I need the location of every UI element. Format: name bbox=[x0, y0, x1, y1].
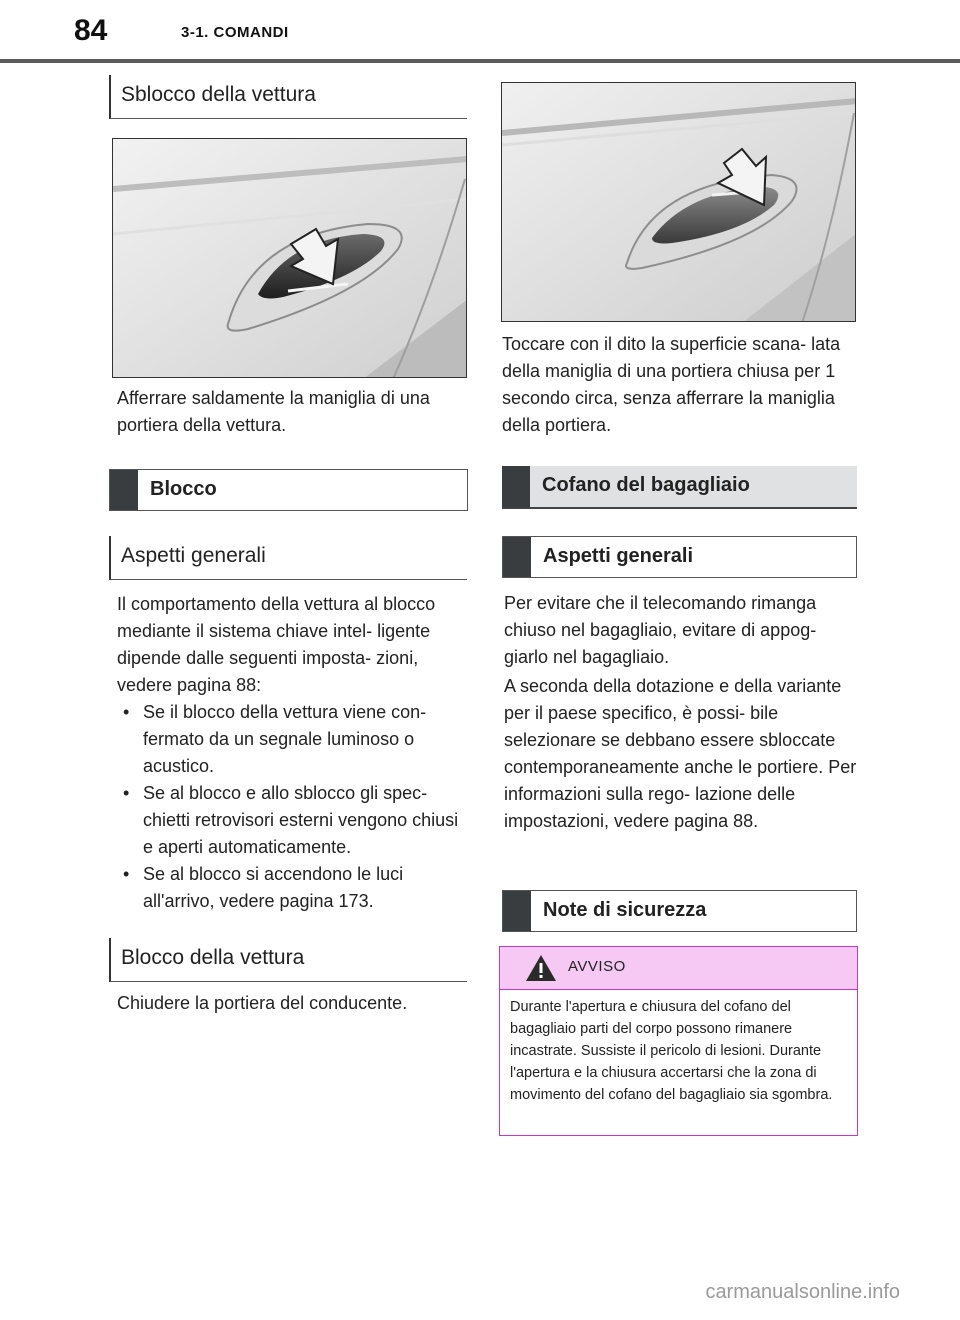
general-paragraph-left: Il comportamento della vettura al blocco mediante il sistema chiave intel- ligente dipende dalle seguenti imposta- zioni, vedere pagina 88: bbox=[117, 594, 436, 695]
section-safety-title: Note di sicurezza bbox=[543, 899, 707, 921]
page-number: 84 bbox=[74, 14, 108, 47]
lock-paragraph: Chiudere la portiera del conducente. bbox=[117, 993, 408, 1013]
list-item bbox=[117, 699, 469, 780]
list-item bbox=[117, 861, 469, 915]
figure1-caption: Afferrare saldamente la maniglia di una portiera della vettura. bbox=[117, 388, 430, 435]
section-lock bbox=[109, 469, 468, 511]
warning-box bbox=[499, 946, 858, 1136]
general-paragraph-right-1: Per evitare che il telecomando rimanga chiuso nel bagagliaio, evitare di appog- giarlo nel bagagliaio. bbox=[504, 593, 817, 667]
subhead-general-left bbox=[109, 536, 467, 580]
section-general-right-marker bbox=[503, 537, 531, 577]
subhead-lock-vehicle-label: Blocco della vettura bbox=[121, 946, 305, 969]
warning-label: AVVISO bbox=[568, 958, 626, 975]
subhead-unlock-label: Sblocco della vettura bbox=[121, 83, 316, 106]
list-item bbox=[117, 780, 469, 861]
section-trunk-marker bbox=[502, 466, 530, 507]
bullet-icon: • bbox=[123, 864, 130, 884]
section-lock-title: Blocco bbox=[150, 478, 217, 500]
section-general-right-title: Aspetti generali bbox=[543, 545, 694, 567]
section-safety-marker bbox=[503, 891, 531, 931]
warning-header bbox=[500, 947, 857, 990]
figure2-caption: Toccare con il dito la superficie scana- lata della maniglia di una portiera chiusa per 1 secondo circa, senza afferrare la maniglia della portiera. bbox=[502, 334, 841, 435]
subhead-unlock bbox=[109, 75, 467, 119]
lock-settings-list bbox=[117, 699, 469, 915]
figure-door-handle-grip bbox=[112, 138, 467, 378]
section-lock-marker bbox=[110, 470, 138, 510]
list-item-text: Se al blocco si accendono le luci all'arrivo, vedere pagina 173. bbox=[143, 864, 404, 911]
warning-text: Durante l'apertura e chiusura del cofano del bagagliaio parti del corpo possono rimanere incastrate. Sussiste il pericolo di lesioni. Durante l'apertura e la chiusura accertarsi che la zona di movimento del cofano del bagagliaio sia sgombra. bbox=[510, 999, 833, 1103]
door-handle-touch-illustration bbox=[502, 83, 856, 322]
section-trunk-title: Cofano del bagagliaio bbox=[542, 474, 750, 496]
figure-door-handle-touch bbox=[501, 82, 856, 322]
list-item-text: Se al blocco e allo sblocco gli spec- chietti retrovisori esterni vengono chiusi e aperti automaticamente. bbox=[143, 783, 459, 857]
general-paragraph-right-2: A seconda della dotazione e della variante per il paese specifico, è possi- bile selezionare se debbano essere sbloccate contemporaneamente anche le portiere. Per informazioni sulla rego- lazione delle impostazioni, vedere pagina 88. bbox=[504, 676, 857, 831]
section-trunk bbox=[502, 466, 857, 509]
subhead-lock-vehicle bbox=[109, 938, 467, 982]
chapter-title: 3-1. COMANDI bbox=[181, 24, 289, 41]
bullet-icon: • bbox=[123, 783, 130, 803]
section-safety bbox=[502, 890, 857, 932]
bullet-icon: • bbox=[123, 702, 130, 722]
section-general-right bbox=[502, 536, 857, 578]
list-item-text: Se il blocco della vettura viene con- fermato da un segnale luminoso o acustico. bbox=[143, 702, 427, 776]
watermark: carmanualsonline.info bbox=[705, 1281, 900, 1303]
door-handle-grip-illustration bbox=[113, 139, 467, 378]
warning-triangle-icon bbox=[524, 953, 558, 983]
subhead-general-left-label: Aspetti generali bbox=[121, 544, 266, 567]
header-rule bbox=[0, 59, 960, 63]
